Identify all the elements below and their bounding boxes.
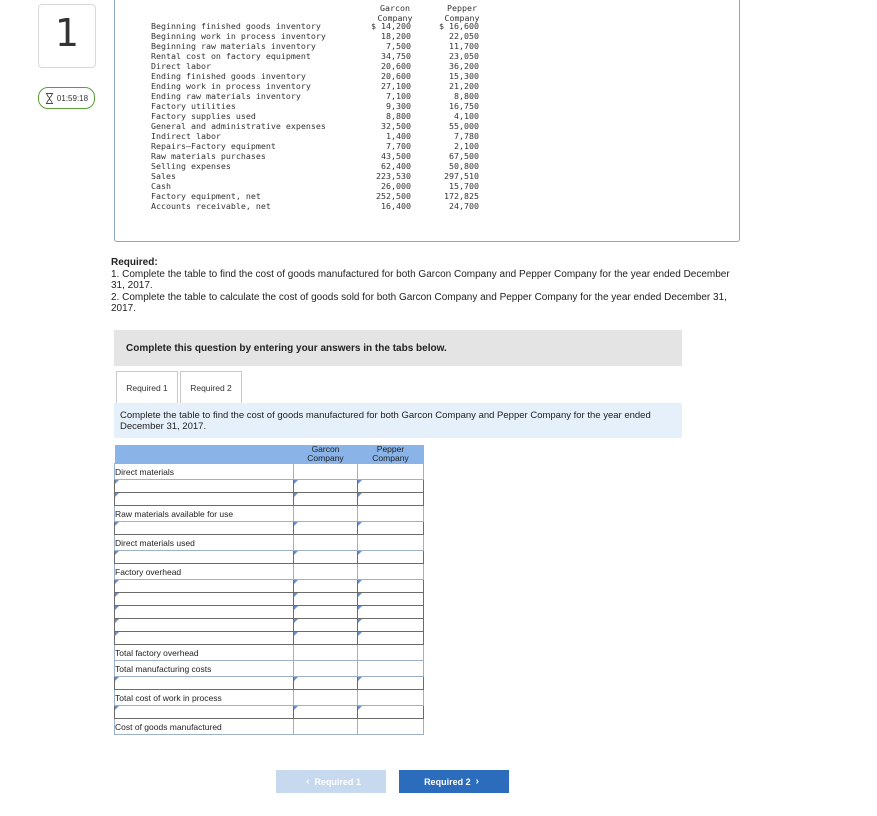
input-row — [115, 606, 424, 619]
input-garcon[interactable] — [294, 606, 358, 619]
label-total-factory-overhead: Total factory overhead — [115, 645, 294, 661]
timer-text: 01:59:18 — [56, 93, 89, 103]
inventory-row-pepper-value: 23,050 — [449, 51, 479, 61]
inventory-row-garcon-value: 1,400 — [386, 131, 411, 141]
inventory-row-label: Factory supplies used — [151, 111, 256, 121]
inventory-row-pepper-value: $ 16,600 — [439, 21, 479, 31]
input-garcon[interactable] — [294, 535, 358, 551]
cell-blank — [358, 564, 424, 580]
input-pepper[interactable] — [358, 661, 424, 677]
row-total-overhead — [115, 645, 424, 661]
inventory-row-garcon-value: $ 14,200 — [371, 21, 411, 31]
inventory-row-label: Factory utilities — [151, 101, 236, 111]
inventory-row-pepper-value: 67,500 — [449, 151, 479, 161]
chevron-left-icon: ‹ — [306, 776, 310, 787]
inventory-row-label: Beginning work in process inventory — [151, 31, 326, 41]
input-pepper[interactable] — [358, 493, 424, 506]
input-label-dropdown[interactable] — [115, 493, 294, 506]
inventory-row-pepper-value: 50,800 — [449, 161, 479, 171]
inventory-row-pepper-value: 297,510 — [444, 171, 479, 181]
cell-blank — [294, 564, 358, 580]
inventory-row-garcon-value: 20,600 — [381, 61, 411, 71]
input-label-dropdown[interactable] — [115, 632, 294, 645]
input-garcon[interactable] — [294, 593, 358, 606]
inventory-row-garcon-value: 252,500 — [376, 191, 411, 201]
inventory-row-pepper-value: 24,700 — [449, 201, 479, 211]
prev-button[interactable] — [276, 770, 386, 793]
inventory-row-pepper-value: 11,700 — [449, 41, 479, 51]
inventory-row-label: Sales — [151, 171, 176, 181]
input-pepper[interactable] — [358, 506, 424, 522]
input-pepper[interactable] — [358, 551, 424, 564]
inventory-row-pepper-value: 15,300 — [449, 71, 479, 81]
input-pepper[interactable] — [358, 535, 424, 551]
required-section — [111, 257, 731, 315]
label-raw-materials-available: Raw materials available for use — [115, 506, 294, 522]
inventory-row-garcon-value: 18,200 — [381, 31, 411, 41]
inventory-row-garcon-value: 7,700 — [386, 141, 411, 151]
input-garcon[interactable] — [294, 522, 358, 535]
input-garcon[interactable] — [294, 645, 358, 661]
tab-required-2[interactable] — [180, 371, 242, 405]
row-total-wip — [115, 690, 424, 706]
col-header-garcon-line1: Garcon — [380, 3, 410, 13]
input-row — [115, 580, 424, 593]
input-label-dropdown[interactable] — [115, 606, 294, 619]
tab-instruction-text: Complete the table to find the cost of goods manufactured for both Garcon Company and Pepper Company for the year ended December 31, 2017. — [120, 410, 651, 432]
required-heading: Required: — [111, 257, 158, 268]
inventory-row-garcon-value: 20,600 — [381, 71, 411, 81]
input-pepper[interactable] — [358, 593, 424, 606]
label-cost-of-goods-manufactured: Cost of goods manufactured — [115, 719, 294, 735]
next-button-label: Required 2 — [424, 776, 471, 787]
input-pepper[interactable] — [358, 677, 424, 690]
cell-blank — [294, 464, 358, 480]
input-row — [115, 677, 424, 690]
input-garcon[interactable] — [294, 580, 358, 593]
input-row — [115, 619, 424, 632]
label-direct-materials: Direct materials — [115, 464, 294, 480]
row-factory-overhead — [115, 564, 424, 580]
input-garcon[interactable] — [294, 706, 358, 719]
input-pepper[interactable] — [358, 619, 424, 632]
required-item-1: 1. Complete the table to find the cost of goods manufactured for both Garcon Company and Pepper Company for the year ended December 31, 2017. — [111, 268, 730, 291]
input-row — [115, 593, 424, 606]
inventory-row-pepper-value: 21,200 — [449, 81, 479, 91]
input-row — [115, 706, 424, 719]
inventory-row-label: General and administrative expenses — [151, 121, 326, 131]
inventory-row-pepper-value: 172,825 — [444, 191, 479, 201]
input-garcon[interactable] — [294, 677, 358, 690]
inventory-row-pepper-value: 36,200 — [449, 61, 479, 71]
input-label-dropdown[interactable] — [115, 580, 294, 593]
tab-required-1[interactable] — [116, 371, 178, 405]
inventory-row-garcon-value: 27,100 — [381, 81, 411, 91]
input-pepper[interactable] — [358, 522, 424, 535]
inventory-row-label: Ending finished goods inventory — [151, 71, 306, 81]
inventory-row-garcon-value: 7,100 — [386, 91, 411, 101]
input-pepper[interactable] — [358, 580, 424, 593]
inventory-row-label: Beginning finished goods inventory — [151, 21, 321, 31]
input-label-dropdown[interactable] — [115, 593, 294, 606]
input-row — [115, 632, 424, 645]
tab-required-1-label: Required 1 — [126, 383, 168, 393]
tab-required-2-label: Required 2 — [190, 383, 232, 393]
inventory-row-garcon-value: 8,800 — [386, 111, 411, 121]
input-row — [115, 493, 424, 506]
inventory-row-label: Ending work in process inventory — [151, 81, 311, 91]
input-garcon[interactable] — [294, 719, 358, 735]
banner-text: Complete this question by entering your answers in the tabs below. — [126, 342, 447, 354]
inventory-row-pepper-value: 55,000 — [449, 121, 479, 131]
inventory-row-garcon-value: 7,500 — [386, 41, 411, 51]
row-total-mfg — [115, 661, 424, 677]
input-label-dropdown[interactable] — [115, 677, 294, 690]
instructions-banner — [114, 330, 682, 366]
inventory-row-garcon-value: 16,400 — [381, 201, 411, 211]
cost-of-goods-manufactured-table — [114, 445, 424, 735]
input-pepper[interactable] — [358, 690, 424, 706]
inventory-row-pepper-value: 8,800 — [454, 91, 479, 101]
inventory-row-garcon-value: 62,400 — [381, 161, 411, 171]
input-garcon[interactable] — [294, 632, 358, 645]
data-panel — [114, 0, 740, 242]
label-total-manufacturing-costs: Total manufacturing costs — [115, 661, 294, 677]
input-label-dropdown[interactable] — [115, 480, 294, 493]
input-row — [115, 551, 424, 564]
input-pepper[interactable] — [358, 645, 424, 661]
header-garcon: Garcon Company — [294, 445, 358, 464]
input-garcon[interactable] — [294, 661, 358, 677]
inventory-row-pepper-value: 22,050 — [449, 31, 479, 41]
input-pepper[interactable] — [358, 632, 424, 645]
inventory-row-garcon-value: 32,500 — [381, 121, 411, 131]
inventory-row-pepper-value: 2,100 — [454, 141, 479, 151]
inventory-row-pepper-value: 4,100 — [454, 111, 479, 121]
inventory-row-garcon-value: 9,300 — [386, 101, 411, 111]
label-factory-overhead: Factory overhead — [115, 564, 294, 580]
col-header-garcon-line2: Company — [377, 13, 413, 23]
tab-instruction — [114, 403, 682, 438]
inventory-row-garcon-value: 34,750 — [381, 51, 411, 61]
inventory-row-label: Accounts receivable, net — [151, 201, 271, 211]
input-garcon[interactable] — [294, 506, 358, 522]
timer — [38, 87, 95, 109]
prev-button-label: Required 1 — [314, 776, 361, 787]
inventory-row-label: Indirect labor — [151, 131, 221, 141]
col-header-pepper-line2: Company — [444, 13, 480, 23]
input-garcon[interactable] — [294, 619, 358, 632]
question-number-box — [38, 4, 96, 68]
inventory-row-pepper-value: 15,700 — [449, 181, 479, 191]
inventory-row-label: Rental cost on factory equipment — [151, 51, 311, 61]
inventory-row-pepper-value: 16,750 — [449, 101, 479, 111]
inventory-row-label: Direct labor — [151, 61, 211, 71]
inventory-row-label: Raw materials purchases — [151, 151, 266, 161]
inventory-labels — [151, 21, 326, 211]
input-garcon[interactable] — [294, 493, 358, 506]
col-header-garcon — [371, 3, 419, 23]
inventory-row-garcon-value: 26,000 — [381, 181, 411, 191]
row-raw-available — [115, 506, 424, 522]
inventory-row-label: Factory equipment, net — [151, 191, 261, 201]
input-garcon[interactable] — [294, 480, 358, 493]
question-number: 1 — [54, 11, 80, 55]
garcon-values — [365, 21, 411, 211]
input-pepper[interactable] — [358, 606, 424, 619]
input-pepper[interactable] — [358, 719, 424, 735]
input-row — [115, 522, 424, 535]
inventory-row-label: Ending raw materials inventory — [151, 91, 301, 101]
col-header-pepper-line1: Pepper — [447, 3, 477, 13]
inventory-row-label: Beginning raw materials inventory — [151, 41, 316, 51]
label-total-cost-wip: Total cost of work in process — [115, 690, 294, 706]
cell-blank — [358, 464, 424, 480]
table-header-row — [115, 445, 424, 464]
header-blank — [115, 445, 294, 464]
inventory-row-garcon-value: 43,500 — [381, 151, 411, 161]
inventory-row-label: Selling expenses — [151, 161, 231, 171]
col-header-pepper — [438, 3, 486, 23]
input-garcon[interactable] — [294, 690, 358, 706]
input-label-dropdown[interactable] — [115, 551, 294, 564]
inventory-row-label: Repairs—Factory equipment — [151, 141, 276, 151]
input-label-dropdown[interactable] — [115, 522, 294, 535]
row-dm-used — [115, 535, 424, 551]
input-label-dropdown[interactable] — [115, 619, 294, 632]
next-button[interactable] — [399, 770, 509, 793]
pepper-values — [431, 21, 479, 211]
input-garcon[interactable] — [294, 551, 358, 564]
hourglass-icon — [45, 93, 54, 104]
chevron-right-icon: › — [475, 776, 479, 787]
inventory-row-garcon-value: 223,530 — [376, 171, 411, 181]
inventory-row-label: Cash — [151, 181, 171, 191]
input-pepper[interactable] — [358, 706, 424, 719]
label-direct-materials-used: Direct materials used — [115, 535, 294, 551]
input-label-dropdown[interactable] — [115, 706, 294, 719]
input-pepper[interactable] — [358, 480, 424, 493]
inventory-row-pepper-value: 7,780 — [454, 131, 479, 141]
header-pepper: Pepper Company — [358, 445, 424, 464]
required-item-2: 2. Complete the table to calculate the cost of goods sold for both Garcon Company and Pepper Company for the year ended December 31, 2017. — [111, 291, 727, 314]
input-row — [115, 480, 424, 493]
row-cogm — [115, 719, 424, 735]
row-direct-materials — [115, 464, 424, 480]
